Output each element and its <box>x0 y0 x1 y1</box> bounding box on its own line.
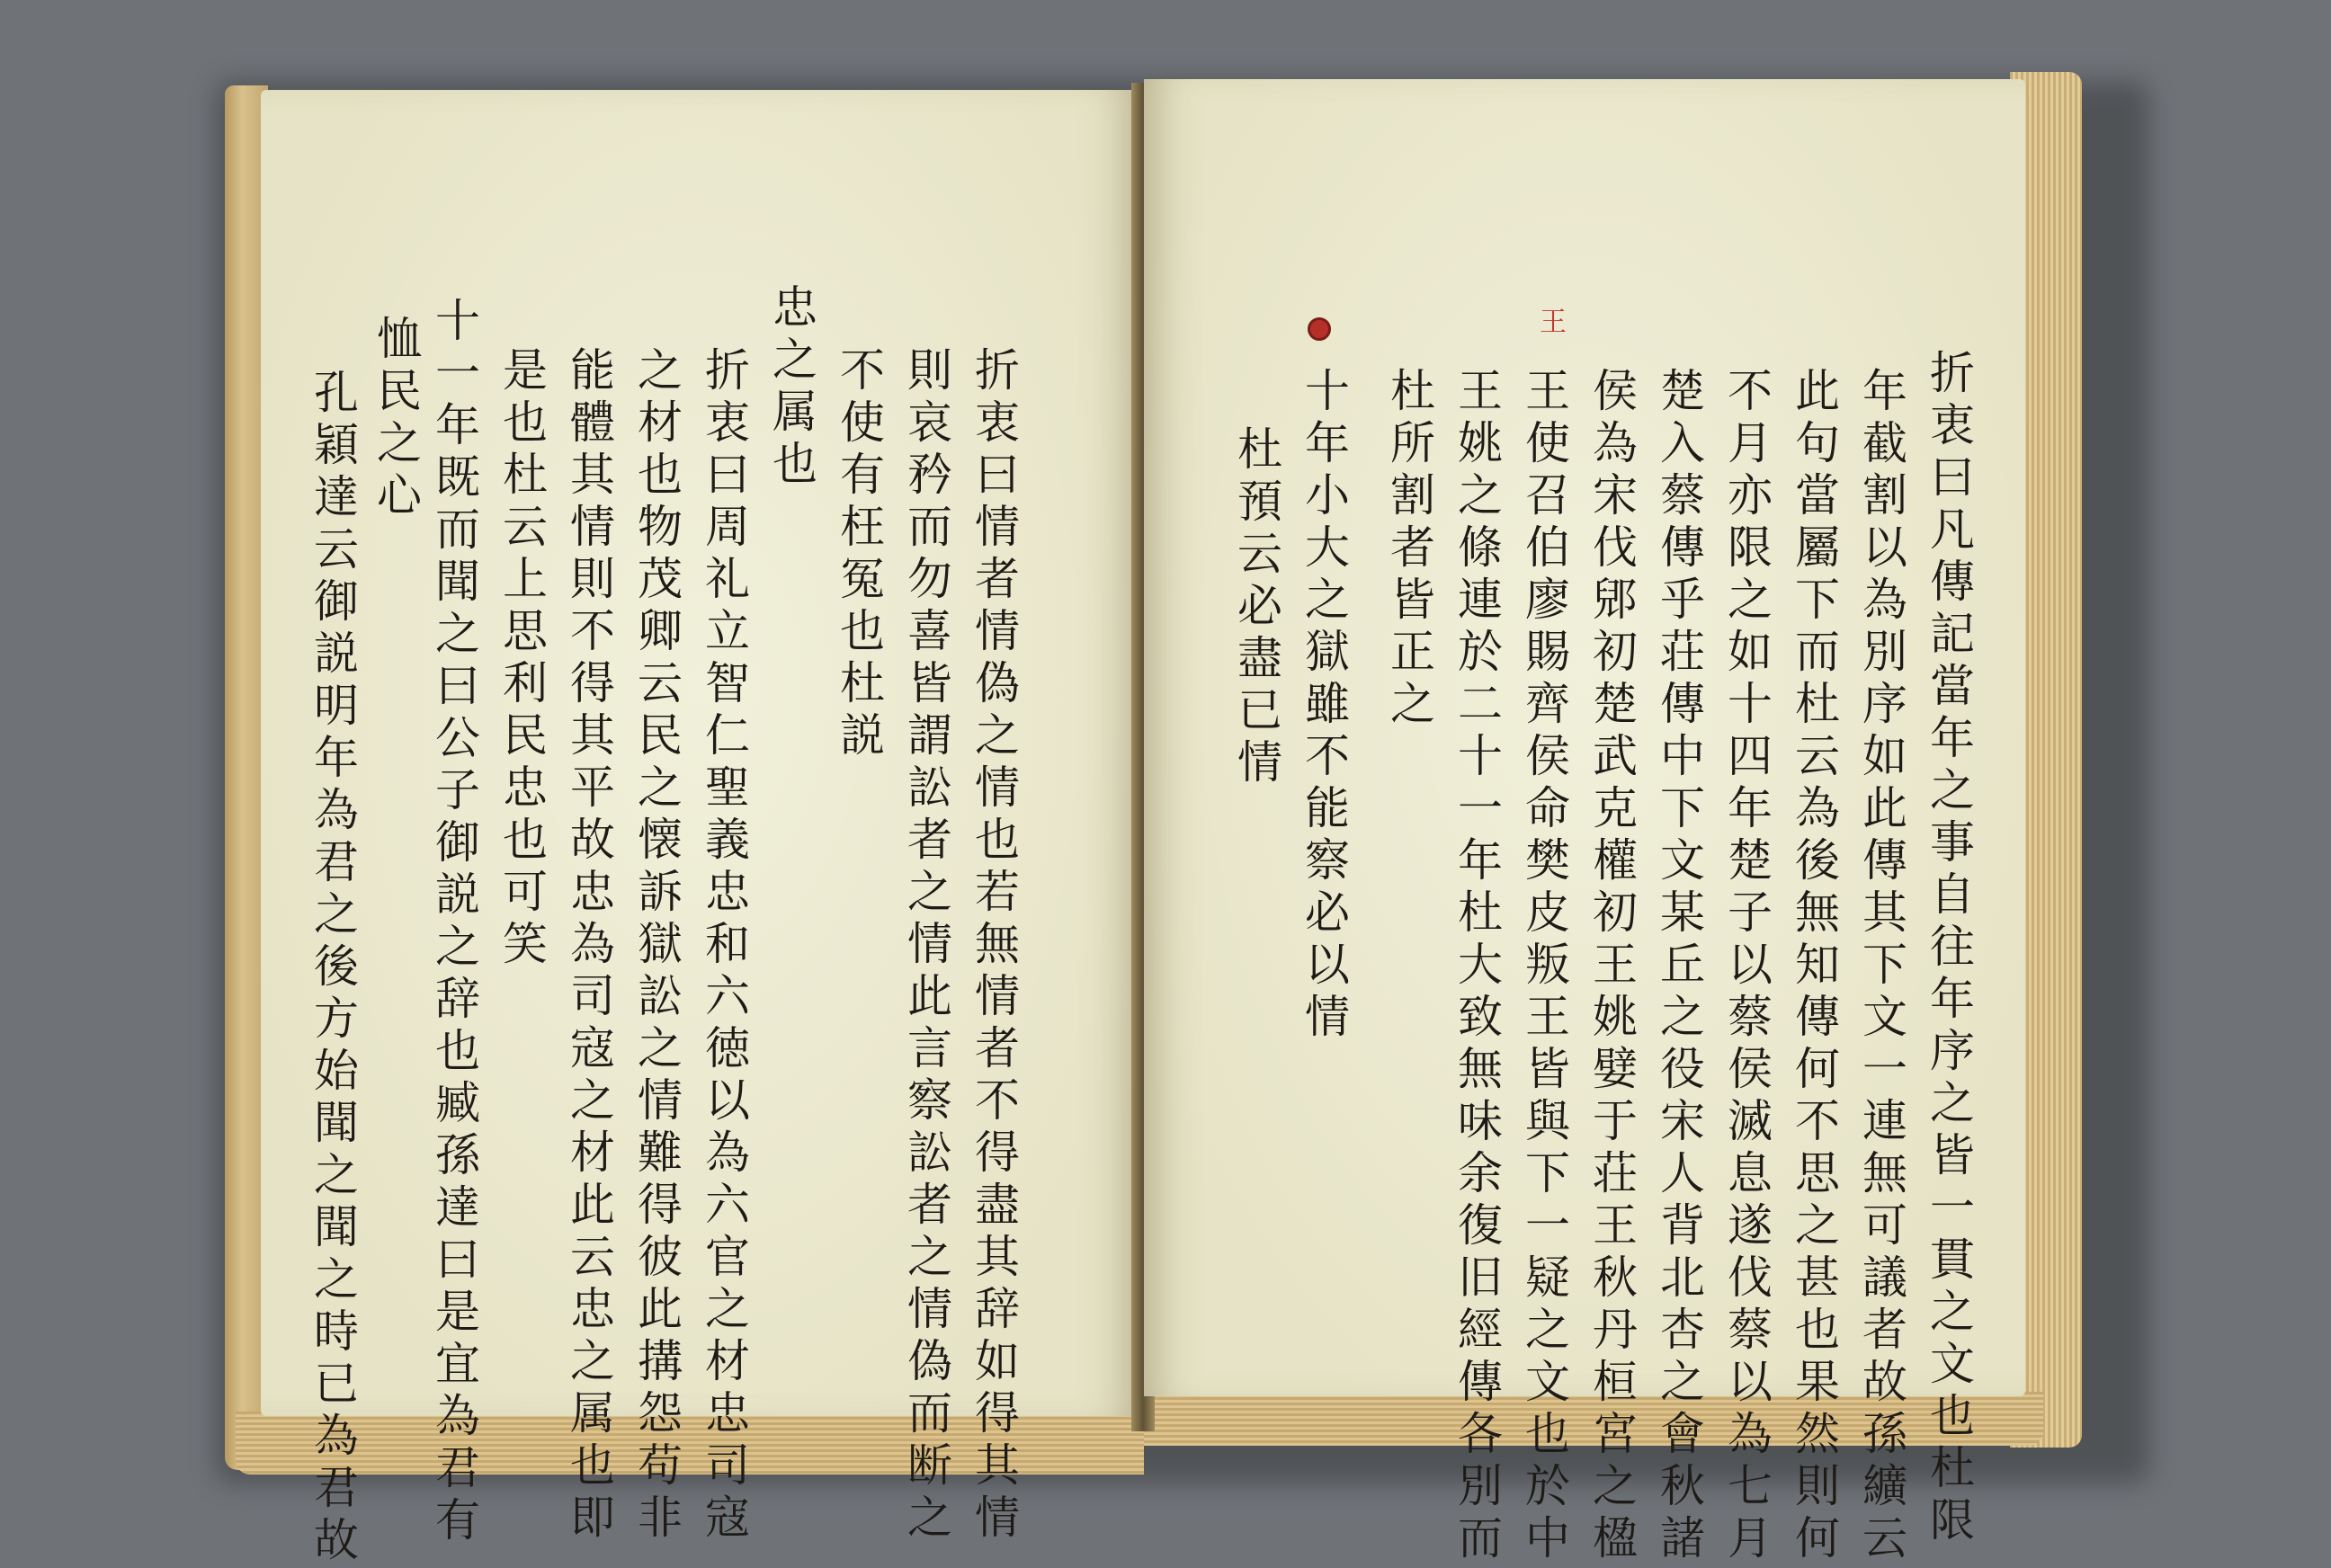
left-col-6: 之材也物茂卿云民之懐訴獄訟之情難得彼此搆怨苟非 <box>630 346 683 1546</box>
red-annotation-char: 王 <box>1540 307 1567 338</box>
left-col-2: 則哀矜而勿喜皆謂訟者之情此言察訟者之情偽而断之 <box>900 346 952 1546</box>
right-col-5: 楚入蔡傳乎荘傳中下文某丘之役宋人背北杏之會秋諸 <box>1653 367 1705 1566</box>
right-col-3: 此句當屬下而杜云為後無知傳何不思之甚也果然則何 <box>1788 367 1840 1566</box>
right-page <box>1144 79 2025 1566</box>
left-col-8: 是也杜云上思利民忠也可笑 <box>496 346 548 972</box>
right-col-10: 十年小大之獄雖不能察必以情 <box>1298 367 1350 1045</box>
right-col-2: 年截割以為別序如此傳其下文一連無可議者故孫纊云 <box>1855 367 1907 1566</box>
right-col-11: 杜預云必盡已情 <box>1230 425 1282 790</box>
left-col-11: 孔穎達云御説明年為君之後方始聞之聞之時已為君故 <box>307 369 359 1568</box>
left-col-10: 恤民之心 <box>370 315 422 523</box>
left-col-4: 忠之属也 <box>765 283 817 492</box>
left-col-7: 能體其情則不得其平故忠為司寇之材此云忠之属也即 <box>563 346 615 1546</box>
right-col-9: 杜所割者皆正之 <box>1383 367 1435 732</box>
right-col-1: 折衷曰凡傳記當年之事自往年序之皆一貫之文也杜限 <box>1923 349 1975 1548</box>
left-col-3: 不使有枉冤也杜説 <box>833 346 885 763</box>
right-col-6: 侯為宋伐郳初楚武克權初王姚嬖于荘王秋丹桓宮之楹 <box>1585 367 1638 1566</box>
left-page <box>261 90 1138 1568</box>
right-col-4: 不月亦限之如十四年楚子以蔡侯滅息遂伐蔡以為七月 <box>1720 367 1773 1566</box>
left-col-5: 折衷曰周礼立智仁聖義忠和六徳以為六官之材忠司寇 <box>698 346 750 1546</box>
left-col-9: 十一年既而聞之曰公子御説之辞也臧孫達曰是宜為君有 <box>428 297 480 1548</box>
red-circle-mark <box>1308 317 1331 341</box>
right-col-7: 王使召伯廖賜齊侯命樊皮叛王皆與下一疑之文也於中 <box>1518 367 1570 1566</box>
right-col-8: 王姚之條連於二十一年杜大致無味余復旧經傳各別而 <box>1451 367 1503 1566</box>
left-col-1: 折衷曰情者情偽之情也若無情者不得盡其辞如得其情 <box>968 346 1020 1546</box>
